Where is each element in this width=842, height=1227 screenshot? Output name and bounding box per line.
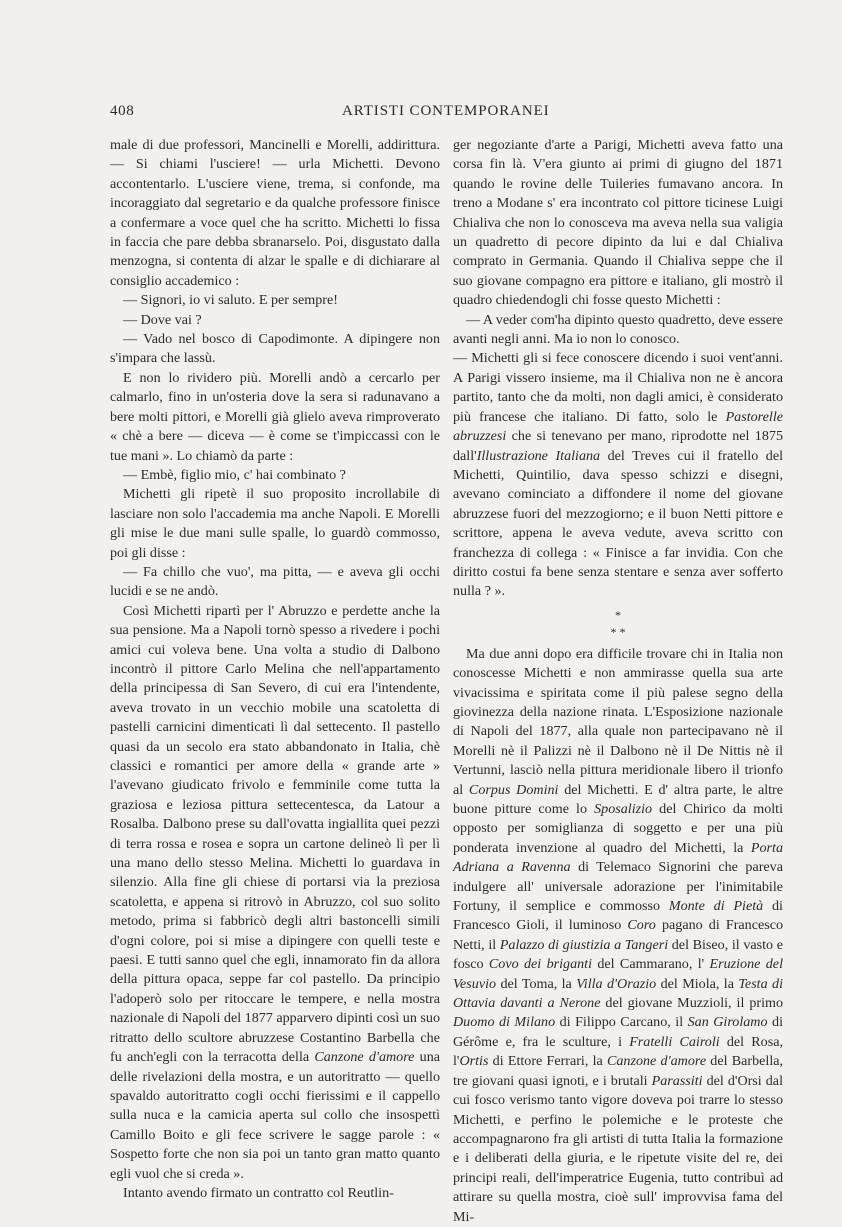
artwork-title: Coro (627, 917, 656, 934)
artwork-title: Covo dei briganti (488, 956, 592, 973)
artwork-title: Testa di Ottavia davanti a Nerone (453, 975, 783, 1012)
artwork-title: Duomo di Milano (453, 1014, 556, 1031)
paragraph: Intanto avendo firmato un contratto col Reutlin- (123, 1184, 394, 1201)
text-run: del Rosa, l' (453, 1033, 783, 1070)
text-run: del Miola, la (656, 975, 739, 992)
text-run: del Chirico da molti opposto per somiglianza di soggetto e per una più ponderata invenzione al quadro del Michetti, la (453, 801, 783, 856)
text-run: del Biseo, il vasto e fosco (453, 936, 783, 973)
left-column (110, 136, 440, 1203)
paragraph: E non lo rividero più. Morelli andò a cercarlo per calmarlo, fino in un'osteria dove la sera si radunavano a bere molti pittori, e Morelli già glielo aveva rimproverato « chè a bere — diceva — è come se t'impiccassi con le tue mani ». Lo chiamò da parte : (110, 369, 440, 464)
text-run: del Michetti. E d' altra parte, le altre buone pitture come lo (453, 781, 783, 817)
text-run: di Telemaco Signorini che pareva indulgere all' universale adorazione per l'inimitabile Fortuny, il semplice e commosso (453, 859, 783, 915)
page-header (110, 103, 770, 123)
artwork-title: Canzone d'amore (314, 1049, 415, 1066)
asterism: * * * (610, 607, 626, 639)
text-run: del d'Orsi dal cui fosco verismo tanto vigore doveva poi trarre lo stesso Michetti, e perfino le polemiche e le proteste che accompagnarono fra gli artisti di tutta Italia la formazione e i deliberati della giuria, e le ripetute visite del re, dei principi reali, dell'imperatrice Eugenia, tutto contribuì ad attirare su quella mostra, cioè sull' improvvisa fama del Mi- (453, 1072, 783, 1225)
paragraph: — Vado nel bosco di Capodimonte. A dipingere non s'impara che lassù. (110, 331, 440, 367)
artwork-title: San Girolamo (687, 1014, 768, 1031)
paragraph: — Fa chillo che vuo', ma pitta, — e aveva gli occhi lucidi e se ne andò. (110, 563, 440, 600)
text-run: Ma due anni dopo era difficile trovare chi in Italia non conoscesse Michetti e non ammirasse quella sua arte vivacissima e spiritata come il più palese segno della giovinezza della nazione rinata. L'Esposizione nazionale di Napoli del 1877, alla quale non partecipavano nè il Morelli nè il Palizzi nè il Dalbono nè il De Nittis nè il Vertunni, lasciò nella pittura meridionale libero il trionfo al (453, 645, 783, 798)
text-run: del Toma, la (496, 975, 577, 992)
paragraph: ger negoziante d'arte a Parigi, Michetti aveva fatto una corsa fin là. V'era giunto ai primi di giugno del 1871 quando le rovine delle Tuileries fumavano ancora. In treno a Modane s' era incontrato col pittore ticinese Luigi Chialiva che non lo conosceva ma aveva nella sua valigia un quadretto di pecore dipinto da lui e dal Chialiva comprato in Germania. Quando il Chialiva seppe che il suo giovane compagno era pittore e italiano, gli mostrò il quadro chiedendogli chi fosse questo Michetti : (453, 137, 783, 309)
text-run: pagano di Francesco Netti, il (453, 917, 783, 953)
artwork-title: Sposalizio (594, 801, 653, 817)
artwork-title: Fratelli Cairoli (629, 1033, 720, 1050)
paragraph: Michetti gli ripetè il suo proposito incrollabile di lasciare non solo l'accademia ma anche Napoli. E Morelli gli mise le due mani sulle spalle, lo guardò commosso, poi gli disse : (110, 486, 440, 561)
artwork-title: Monte di Pietà (668, 898, 764, 915)
artwork-title: Pastorelle abruzzesi (453, 408, 783, 445)
artwork-title: Palazzo di giustizia a Tangeri (499, 936, 669, 953)
artwork-title: Porta Adriana a Ravenna (453, 839, 783, 876)
artwork-title: Villa d'Orazio (576, 975, 657, 992)
paragraph: — A veder com'ha dipinto questo quadretto, deve essere avanti negli anni. Ma io non lo conosco. (453, 311, 783, 348)
text-run: del Cammarano, l' (592, 956, 710, 973)
text-run: — Michetti gli si fece conoscere dicendo i suoi vent'anni. A Parigi vissero insieme, ma il Chialiva non ne è ancora partito, tanto che da molti, non dagli amici, è considerato più francese che italiano. Di fatto, solo le (453, 350, 783, 425)
right-column (453, 136, 783, 1227)
artwork-title: Parassiti (651, 1072, 703, 1089)
artwork-title: Corpus Domini (468, 781, 559, 798)
text-run: di Ettore Ferrari, la (488, 1053, 607, 1070)
paragraph: — Embè, figlio mio, c' hai combinato ? (123, 466, 346, 483)
text-run: del Treves cui il fratello del Michetti, Quintilio, dava spesso schizzi e disegni, avevano cominciato a diffondere il nome del giovane abruzzese fuori del mezzogiorno; e il buon Netti pittore e scrittore, appena le aveva vedute, aveva scritto con franchezza di collega : « Finisce a far invidia. Con che diritto costui fa bene senza stentare e senza aver sofferto nulla ? ». (453, 447, 783, 600)
text-run: che si tenevano per mano, riprodotte nel 1875 dall' (453, 428, 783, 464)
text-run: di Francesco Gioli, il luminoso (453, 898, 783, 934)
text-run: Così Michetti ripartì per l' Abruzzo e perdette anche la sua pensione. Ma a Napoli tornò spesso a rivedere i pochi amici cui voleva bene. Una volta a studio di Dalbono incontrò il pittore Carlo Melina che nell'appartamento della principessa di San Severo, di cui era l'intendente, aveva trovato in un vecchio mobile una scatoletta di pastelli carnicini dimenticati lì dal settecento. Il pastello quasi da un secolo era stato abbandonato in Italia, chè classici e romantici per amore della « grande arte » l'avevano giudicato frivolo e femminile come tutta la graziosa e leziosa pittura settecentesca, da Latour a Rosalba. Dalbono prese su dall'ovatta ingiallita quei pezzi di terra rossa e rosea e sopra un cartone delineò lì per lì una mano dello stesso Melina. Michetti lo guardava in silenzio. Alla fine gli chiese di portarsi via la preziosa scatoletta, e appena si ritrovò in Abruzzo, col suo solito metodo, prima si fabbricò degli altri bastoncelli simili d'ogni colore, poi si mise a dipingere con quelli teste e paesi. E tutti sanno quel che egli, innamorato fin da allora della pittura opaca, seppe far col pastello. Da principio l'adoperò solo per ritoccare le tempere, e nella mostra nazionale di Napoli del 1877 apparvero dipinti così un suo ritratto dello scultore abruzzese Costantino Barbella che fu anch'egli con la terracotta della (110, 602, 440, 1066)
artwork-title: Ortis (459, 1053, 489, 1070)
page-number: 408 (110, 103, 135, 119)
paragraph (453, 645, 783, 1227)
paragraph: male di due professori, Mancinelli e Morelli, addirittura. — Si chiami l'usciere! — urla Michetti. Devono accontentarlo. L'usciere viene, trema, si confonde, ma incoraggiato dal segretario e da qualche professore finisce a confermare a voce quel che ha scritto. Michetti lo fissa in faccia che pare debba sbranarselo. Poi, disgustato dalla menzogna, si contenta di alzar le spalle e di dichiarare al consiglio accademico : (110, 137, 440, 289)
text-run: di Gérôme e, fra le sculture, i (453, 1014, 783, 1050)
paragraph (110, 602, 440, 1184)
paragraph (453, 349, 783, 601)
paragraph: — Dove vai ? (123, 311, 202, 328)
text-run: di Filippo Carcano, il (555, 1014, 688, 1031)
running-title: ARTISTI CONTEMPORANEI (342, 103, 550, 119)
publication-title: Illustrazione Italiana (476, 447, 601, 464)
artwork-title: Canzone d'amore (606, 1053, 707, 1070)
paragraph: — Signori, io vi saluto. E per sempre! (123, 292, 338, 309)
text-run: del giovane Muzzioli, il primo (600, 995, 783, 1012)
text-run: del Barbella, tre giovani quasi ignoti, e i brutali (453, 1053, 784, 1089)
section-separator (453, 607, 783, 641)
artwork-title: Eruzione del Vesuvio (453, 956, 783, 992)
text-run: una delle rivelazioni della mostra, e un autoritratto — quello spavaldo autoritratto cogli occhi fierissimi e il cappello sulla nuca e la camicia aperta sul collo che insospettì Camillo Boito e gli fece scrivere le sagge parole : « Sospetto forte che non sia poi un tanto gran matto quanto egli vuol che si creda ». (110, 1049, 441, 1182)
